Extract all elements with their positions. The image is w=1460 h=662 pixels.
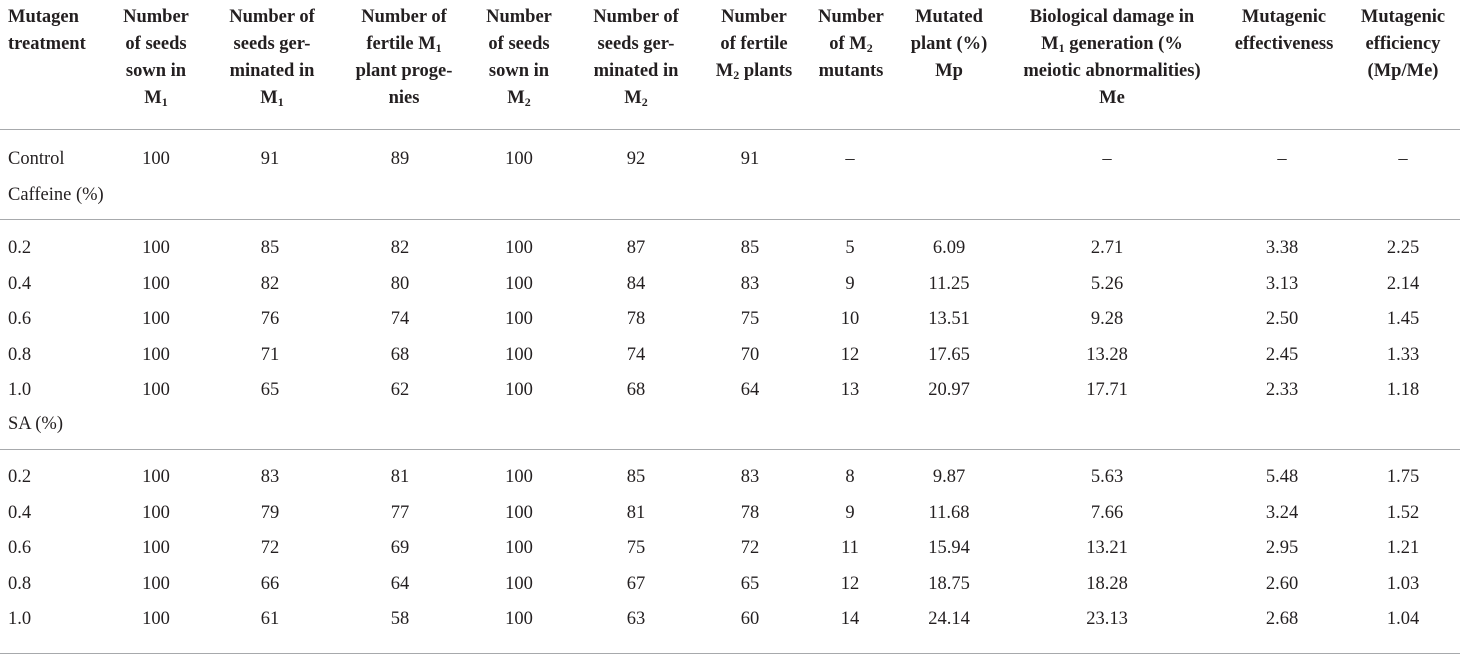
table-cell: 100 bbox=[142, 503, 170, 523]
table-cell: 78 bbox=[740, 503, 760, 523]
table-cell: 80 bbox=[390, 274, 410, 294]
table-cell: 13.51 bbox=[928, 309, 970, 329]
table-cell: 65 bbox=[260, 380, 280, 400]
table-cell: 91 bbox=[740, 149, 760, 169]
table-cell: 64 bbox=[740, 380, 760, 400]
column-header: Mutagenic efficiency (Mp/Me) bbox=[1360, 7, 1446, 81]
table-cell: 1.45 bbox=[1386, 309, 1420, 329]
table-cell: 69 bbox=[390, 538, 410, 558]
table-cell: 85 bbox=[740, 238, 760, 258]
column-header: Mutagen treatment bbox=[8, 7, 86, 54]
table-cell: 17.65 bbox=[928, 345, 970, 365]
row-label: 0.4 bbox=[8, 503, 32, 523]
table-cell: 100 bbox=[505, 274, 533, 294]
table-cell: 85 bbox=[626, 467, 646, 487]
table-cell: 5.48 bbox=[1265, 467, 1299, 487]
row-label: 0.6 bbox=[8, 309, 32, 329]
table-cell: 13 bbox=[840, 380, 860, 400]
table-cell: 5.63 bbox=[1090, 467, 1124, 487]
column-header: Number of seeds ger- minated in $M_2$ bbox=[593, 7, 679, 109]
row-label: 0.4 bbox=[8, 274, 32, 294]
table-cell: 2.95 bbox=[1265, 538, 1299, 558]
table-cell: 58 bbox=[390, 609, 410, 629]
table-cell: 2.33 bbox=[1265, 380, 1299, 400]
group-divider bbox=[0, 219, 1460, 220]
row-label: 1.0 bbox=[8, 609, 32, 629]
table-cell: 1.18 bbox=[1386, 380, 1420, 400]
column-header: Biological damage in $M_1$ generation (% meiotic abnormalities) Me bbox=[1023, 7, 1201, 108]
table-cell: 100 bbox=[142, 467, 170, 487]
table-cell: 100 bbox=[142, 345, 170, 365]
table-cell: 62 bbox=[390, 380, 410, 400]
table-cell: 100 bbox=[142, 149, 170, 169]
column-header: Number of fertile $M_1$ plant proge- nies bbox=[355, 7, 453, 108]
table-cell: 8 bbox=[845, 467, 855, 487]
table-cell: 100 bbox=[505, 309, 533, 329]
table-cell: 100 bbox=[505, 345, 533, 365]
table-cell: 9 bbox=[845, 274, 855, 294]
table-cell: 7.66 bbox=[1090, 503, 1124, 523]
table-cell: 81 bbox=[390, 467, 410, 487]
table-cell: 23.13 bbox=[1086, 609, 1128, 629]
table-cell: 75 bbox=[626, 538, 646, 558]
table-cell: 70 bbox=[740, 345, 760, 365]
group-label: Caffeine (%) bbox=[8, 185, 104, 205]
table-cell: 18.75 bbox=[928, 574, 970, 594]
table-bottom-rule bbox=[0, 653, 1460, 654]
table-cell: – bbox=[845, 149, 855, 169]
table-cell: 5.26 bbox=[1090, 274, 1124, 294]
table-cell: 9.28 bbox=[1090, 309, 1124, 329]
table-cell: 9.87 bbox=[932, 467, 966, 487]
table-cell: 13.28 bbox=[1086, 345, 1128, 365]
table-cell: 100 bbox=[505, 503, 533, 523]
table-cell: 1.33 bbox=[1386, 345, 1420, 365]
table-cell: 1.03 bbox=[1386, 574, 1420, 594]
table-cell: 2.45 bbox=[1265, 345, 1299, 365]
table-cell: 68 bbox=[626, 380, 646, 400]
table-cell: 85 bbox=[260, 238, 280, 258]
table-cell: 89 bbox=[390, 149, 410, 169]
table-cell: 72 bbox=[260, 538, 280, 558]
table-cell: 100 bbox=[505, 467, 533, 487]
table-cell: 87 bbox=[626, 238, 646, 258]
column-header: Number of seeds sown in $M_2$ bbox=[486, 7, 552, 109]
table-cell: 24.14 bbox=[928, 609, 970, 629]
table-cell: 100 bbox=[142, 274, 170, 294]
table-cell: 100 bbox=[142, 238, 170, 258]
table-cell: 61 bbox=[260, 609, 280, 629]
table-cell: 100 bbox=[505, 380, 533, 400]
table-cell: – bbox=[1398, 149, 1408, 169]
table-cell: 63 bbox=[626, 609, 646, 629]
table-cell: 2.14 bbox=[1386, 274, 1420, 294]
table-cell: 91 bbox=[260, 149, 280, 169]
table-cell: 72 bbox=[740, 538, 760, 558]
column-header: Number of seeds ger- minated in $M_1$ bbox=[229, 7, 315, 109]
table-cell: 82 bbox=[390, 238, 410, 258]
table-cell: 17.71 bbox=[1086, 380, 1128, 400]
table-cell: 1.52 bbox=[1386, 503, 1420, 523]
table-cell: 78 bbox=[626, 309, 646, 329]
table-cell: 14 bbox=[840, 609, 860, 629]
table-cell: 83 bbox=[740, 467, 760, 487]
table-cell: 66 bbox=[260, 574, 280, 594]
table-cell: 60 bbox=[740, 609, 760, 629]
table-cell: – bbox=[1277, 149, 1287, 169]
table-cell: 13.21 bbox=[1086, 538, 1128, 558]
group-label: SA (%) bbox=[8, 414, 63, 434]
table-cell: 81 bbox=[626, 503, 646, 523]
table-cell: 3.38 bbox=[1265, 238, 1299, 258]
row-label: 0.6 bbox=[8, 538, 32, 558]
table-cell: 100 bbox=[505, 149, 533, 169]
table-cell: 74 bbox=[626, 345, 646, 365]
table-cell: 75 bbox=[740, 309, 760, 329]
column-header: Mutagenic effectiveness bbox=[1234, 7, 1334, 54]
table-cell: 100 bbox=[142, 538, 170, 558]
column-header: Number of $M_2$ mutants bbox=[818, 7, 884, 81]
table-cell: 2.25 bbox=[1386, 238, 1420, 258]
row-label: 0.2 bbox=[8, 467, 32, 487]
table-cell: 6.09 bbox=[932, 238, 966, 258]
table-cell: 11 bbox=[841, 538, 859, 558]
table-cell: 65 bbox=[740, 574, 760, 594]
table-cell: 2.50 bbox=[1265, 309, 1299, 329]
header-divider bbox=[0, 129, 1460, 130]
table-cell: 2.71 bbox=[1090, 238, 1124, 258]
table-cell: 11.68 bbox=[928, 503, 970, 523]
table-cell: 84 bbox=[626, 274, 646, 294]
row-label: Control bbox=[8, 149, 65, 169]
table-cell: 2.60 bbox=[1265, 574, 1299, 594]
table-cell: 11.25 bbox=[928, 274, 970, 294]
table-cell: 10 bbox=[840, 309, 860, 329]
table-cell: 100 bbox=[142, 609, 170, 629]
table-cell: 100 bbox=[505, 238, 533, 258]
table-cell: 79 bbox=[260, 503, 280, 523]
table-cell: 1.75 bbox=[1386, 467, 1420, 487]
table-cell: 9 bbox=[845, 503, 855, 523]
table-cell: – bbox=[1102, 149, 1112, 169]
table-cell: 2.68 bbox=[1265, 609, 1299, 629]
column-header: Number of fertile $M_2$ plants bbox=[715, 7, 793, 82]
table-cell: 71 bbox=[260, 345, 280, 365]
column-header: Number of seeds sown in $M_1$ bbox=[123, 7, 189, 109]
table-cell: 12 bbox=[840, 345, 860, 365]
table-cell: 92 bbox=[626, 149, 646, 169]
table-cell: 12 bbox=[840, 574, 860, 594]
row-label: 1.0 bbox=[8, 380, 32, 400]
group-divider bbox=[0, 449, 1460, 450]
table-cell: 68 bbox=[390, 345, 410, 365]
table-cell: 1.21 bbox=[1386, 538, 1420, 558]
table-cell: 100 bbox=[142, 380, 170, 400]
table-cell: 83 bbox=[740, 274, 760, 294]
table-cell: 67 bbox=[626, 574, 646, 594]
table-cell: 74 bbox=[390, 309, 410, 329]
table-cell: 15.94 bbox=[928, 538, 970, 558]
table-cell: 3.24 bbox=[1265, 503, 1299, 523]
table-cell: 100 bbox=[505, 538, 533, 558]
table-cell: 20.97 bbox=[928, 380, 970, 400]
table-cell: 100 bbox=[505, 609, 533, 629]
table-cell: 82 bbox=[260, 274, 280, 294]
row-label: 0.8 bbox=[8, 574, 32, 594]
table-cell: 83 bbox=[260, 467, 280, 487]
table-cell: 100 bbox=[142, 309, 170, 329]
table-cell: 77 bbox=[390, 503, 410, 523]
table-cell: 100 bbox=[142, 574, 170, 594]
table-cell: 100 bbox=[505, 574, 533, 594]
row-label: 0.2 bbox=[8, 238, 32, 258]
table-cell: 1.04 bbox=[1386, 609, 1420, 629]
table-cell: 3.13 bbox=[1265, 274, 1299, 294]
table-cell: 5 bbox=[845, 238, 855, 258]
table-cell: 64 bbox=[390, 574, 410, 594]
table-cell: 76 bbox=[260, 309, 280, 329]
row-label: 0.8 bbox=[8, 345, 32, 365]
table-cell: 18.28 bbox=[1086, 574, 1128, 594]
column-header: Mutated plant (%) Mp bbox=[910, 7, 988, 81]
